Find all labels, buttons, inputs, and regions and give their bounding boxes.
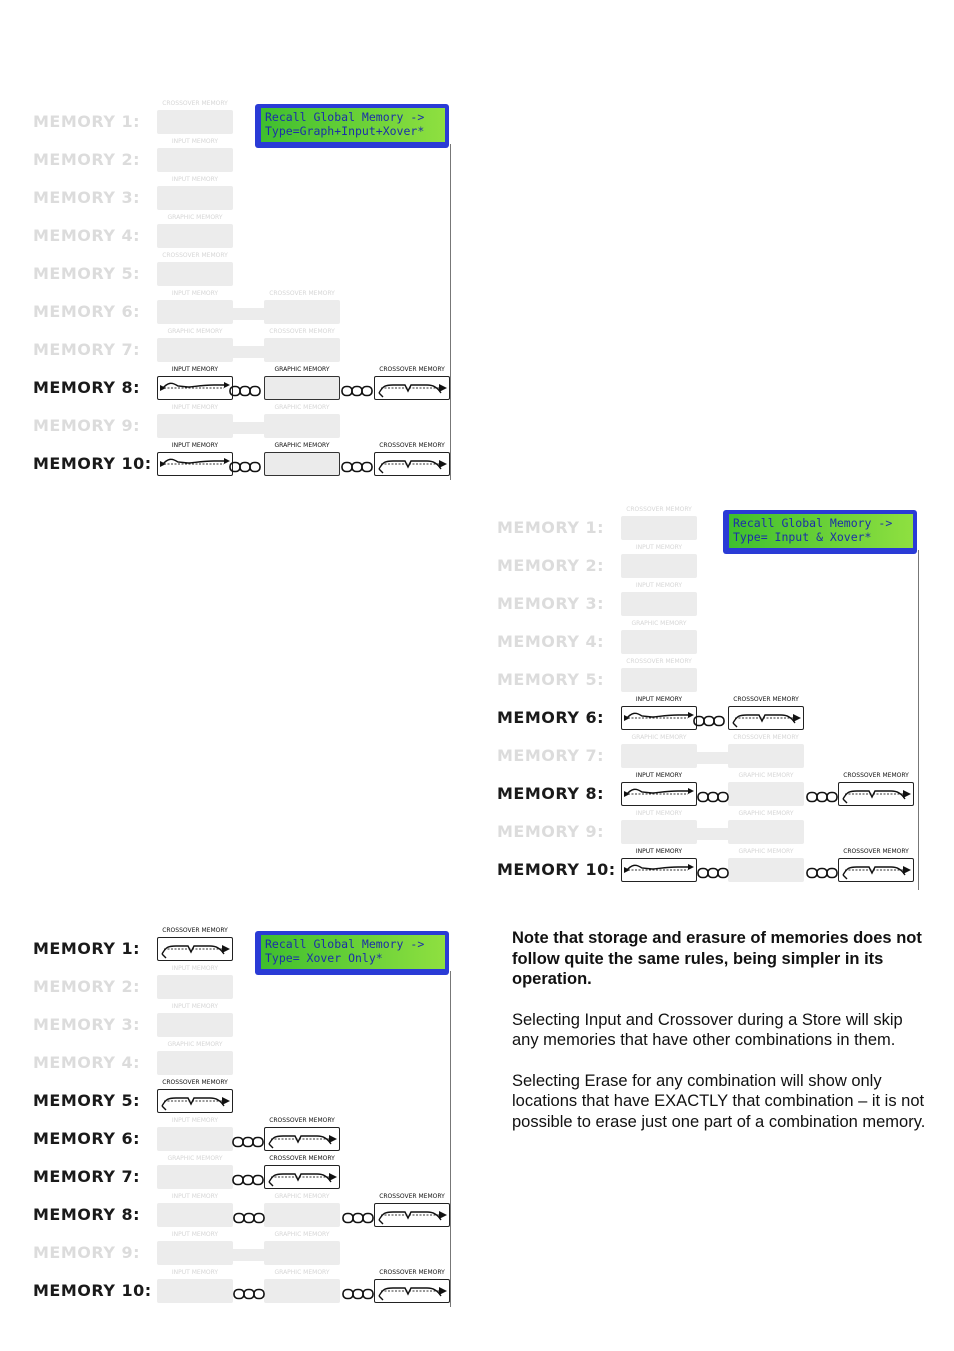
- memory-slot: [621, 848, 697, 882]
- chain-link-icon-svg: [341, 385, 373, 397]
- slot-bridge: [697, 828, 728, 840]
- slot-box: [157, 1279, 233, 1303]
- memory-label: MEMORY 9:: [33, 416, 141, 435]
- slot-box: [728, 782, 804, 806]
- slot-caption: INPUT MEMORY: [171, 404, 219, 411]
- memory-label: MEMORY 8:: [33, 378, 141, 397]
- memory-slot: [621, 734, 697, 768]
- slot-caption: CROSSOVER MEMORY: [733, 734, 799, 741]
- lcd-line1: Recall Global Memory ->: [265, 937, 425, 951]
- memory-slot: [621, 544, 697, 578]
- chain-link-icon-svg: [342, 1212, 374, 1224]
- diagram-edge: [918, 550, 919, 890]
- slot-caption: CROSSOVER MEMORY: [626, 506, 692, 513]
- slot-box: [157, 414, 233, 438]
- crossover-curve-icon: [729, 707, 803, 729]
- memory-slot: [374, 366, 450, 400]
- slot-caption: CROSSOVER MEMORY: [843, 848, 909, 855]
- slot-caption: GRAPHIC MEMORY: [274, 1269, 330, 1276]
- slot-box: [157, 300, 233, 324]
- slot-box: [157, 1127, 233, 1151]
- chain-link-icon: [806, 788, 838, 800]
- memory-slot: [264, 290, 340, 324]
- slot-bridge: [233, 422, 264, 434]
- chain-link-icon: [232, 1171, 264, 1183]
- input-curve-icon: [622, 707, 696, 729]
- crossover-curve-icon: [375, 453, 449, 475]
- diagram-edge: [450, 144, 451, 480]
- slot-bridge: [233, 346, 264, 358]
- slot-caption: INPUT MEMORY: [171, 965, 219, 972]
- slot-caption: GRAPHIC MEMORY: [738, 772, 794, 779]
- slot-caption: GRAPHIC MEMORY: [274, 1193, 330, 1200]
- memory-slot: [621, 696, 697, 730]
- slot-caption: INPUT MEMORY: [171, 1269, 219, 1276]
- memory-label: MEMORY 9:: [497, 822, 605, 841]
- memory-diagram-input-xover: [497, 506, 919, 890]
- slot-caption: INPUT MEMORY: [171, 1193, 219, 1200]
- memory-slot: [157, 328, 233, 362]
- memory-slot: [621, 506, 697, 540]
- memory-slot: [264, 1269, 340, 1303]
- memory-label: MEMORY 7:: [33, 1167, 141, 1186]
- slot-box: [157, 1165, 233, 1189]
- chain-link-icon: [341, 458, 373, 470]
- slot-caption: INPUT MEMORY: [171, 1231, 219, 1238]
- memory-label: MEMORY 8:: [497, 784, 605, 803]
- chain-link-icon-svg: [806, 791, 838, 803]
- memory-label: MEMORY 2:: [33, 977, 141, 996]
- chain-link-icon-svg: [342, 1288, 374, 1300]
- chain-link-icon-svg: [806, 867, 838, 879]
- slot-box: [157, 148, 233, 172]
- chain-link-icon-svg: [232, 1136, 264, 1148]
- crossover-curve-icon: [375, 1204, 449, 1226]
- slot-caption: GRAPHIC MEMORY: [738, 810, 794, 817]
- slot-box: [621, 630, 697, 654]
- chain-link-icon: [229, 458, 261, 470]
- memory-slot: [157, 1193, 233, 1227]
- slot-caption: INPUT MEMORY: [171, 290, 219, 297]
- memory-label: MEMORY 3:: [33, 1015, 141, 1034]
- chain-link-icon: [342, 1209, 374, 1221]
- memory-slot: [621, 810, 697, 844]
- slot-caption: CROSSOVER MEMORY: [269, 290, 335, 297]
- slot-box: [157, 1051, 233, 1075]
- slot-caption: GRAPHIC MEMORY: [631, 620, 687, 627]
- slot-box: [621, 668, 697, 692]
- slot-caption: CROSSOVER MEMORY: [379, 1193, 445, 1200]
- slot-caption: GRAPHIC MEMORY: [274, 442, 330, 449]
- slot-caption: GRAPHIC MEMORY: [738, 848, 794, 855]
- memory-slot: [621, 582, 697, 616]
- slot-caption: INPUT MEMORY: [171, 176, 219, 183]
- memory-label: MEMORY 4:: [33, 1053, 141, 1072]
- memory-slot: [157, 366, 233, 400]
- memory-label: MEMORY 10:: [497, 860, 616, 879]
- chain-link-icon-svg: [341, 461, 373, 473]
- memory-slot: [374, 1193, 450, 1227]
- lcd-screen: [729, 514, 913, 548]
- input-curve-icon: [622, 783, 696, 805]
- memory-slot: [374, 1269, 450, 1303]
- slot-caption: INPUT MEMORY: [635, 696, 683, 703]
- slot-box: [157, 1013, 233, 1037]
- memory-label: MEMORY 4:: [497, 632, 605, 651]
- slot-caption: CROSSOVER MEMORY: [733, 696, 799, 703]
- memory-label: MEMORY 3:: [33, 188, 141, 207]
- slot-box: [728, 744, 804, 768]
- notes-text: [512, 928, 932, 1152]
- memory-label: MEMORY 6:: [497, 708, 605, 727]
- slot-caption: CROSSOVER MEMORY: [162, 927, 228, 934]
- slot-caption: INPUT MEMORY: [635, 582, 683, 589]
- memory-slot: [374, 442, 450, 476]
- memory-slot: [838, 772, 914, 806]
- slot-caption: INPUT MEMORY: [171, 138, 219, 145]
- slot-box: [264, 414, 340, 438]
- slot-box: [264, 376, 340, 400]
- memory-slot: [264, 404, 340, 438]
- chain-link-icon-svg: [229, 385, 261, 397]
- memory-label: MEMORY 5:: [33, 1091, 141, 1110]
- chain-link-icon: [229, 382, 261, 394]
- memory-label: MEMORY 8:: [33, 1205, 141, 1224]
- memory-slot: [264, 1117, 340, 1151]
- slot-caption: CROSSOVER MEMORY: [379, 1269, 445, 1276]
- memory-label: MEMORY 2:: [497, 556, 605, 575]
- memory-label: MEMORY 5:: [497, 670, 605, 689]
- crossover-curve-icon: [839, 783, 913, 805]
- slot-caption: INPUT MEMORY: [635, 772, 683, 779]
- memory-slot: [728, 772, 804, 806]
- slot-caption: CROSSOVER MEMORY: [843, 772, 909, 779]
- memory-slot: [157, 1117, 233, 1151]
- slot-bridge: [233, 1249, 264, 1261]
- memory-slot: [157, 404, 233, 438]
- lcd-screen: [261, 935, 445, 969]
- slot-box: [157, 1203, 233, 1227]
- slot-box: [728, 820, 804, 844]
- lcd-line1: Recall Global Memory ->: [733, 516, 893, 530]
- crossover-curve-icon: [375, 377, 449, 399]
- memory-slot: [157, 1155, 233, 1189]
- memory-slot: [728, 810, 804, 844]
- slot-box: [157, 338, 233, 362]
- slot-box: [264, 1203, 340, 1227]
- chain-link-icon: [697, 864, 729, 876]
- slot-caption: GRAPHIC MEMORY: [167, 214, 223, 221]
- slot-box: [264, 452, 340, 476]
- lcd-line2: Type=Graph+Input+Xover*: [265, 124, 425, 138]
- memory-slot: [157, 442, 233, 476]
- slot-caption: CROSSOVER MEMORY: [162, 100, 228, 107]
- slot-box: [264, 338, 340, 362]
- note-paragraph-1: Note that storage and erasure of memories does not follow quite the same rules, being simpler in its operation.: [512, 929, 922, 988]
- lcd-line1: Recall Global Memory ->: [265, 110, 425, 124]
- memory-slot: [621, 772, 697, 806]
- input-curve-icon: [158, 377, 232, 399]
- memory-label: MEMORY 7:: [497, 746, 605, 765]
- memory-slot: [728, 734, 804, 768]
- lcd-display: [723, 510, 917, 554]
- slot-box: [157, 186, 233, 210]
- memory-slot: [264, 1193, 340, 1227]
- memory-slot: [264, 442, 340, 476]
- slot-caption: GRAPHIC MEMORY: [274, 1231, 330, 1238]
- input-curve-icon: [158, 453, 232, 475]
- slot-box: [264, 300, 340, 324]
- memory-diagram-graph-input-xover: [33, 100, 451, 480]
- slot-box: [157, 110, 233, 134]
- memory-slot: [157, 176, 233, 210]
- slot-caption: INPUT MEMORY: [635, 810, 683, 817]
- memory-slot: [264, 328, 340, 362]
- lcd-display: [255, 931, 449, 975]
- memory-label: MEMORY 1:: [497, 518, 605, 537]
- slot-box: [621, 744, 697, 768]
- chain-link-icon: [342, 1285, 374, 1297]
- memory-diagram-xover-only: [33, 927, 451, 1307]
- memory-label: MEMORY 1:: [33, 112, 141, 131]
- crossover-curve-icon: [158, 938, 232, 960]
- slot-caption: INPUT MEMORY: [635, 544, 683, 551]
- memory-label: MEMORY 5:: [33, 264, 141, 283]
- slot-box: [264, 1279, 340, 1303]
- slot-caption: CROSSOVER MEMORY: [162, 1079, 228, 1086]
- chain-link-icon: [233, 1285, 265, 1297]
- memory-slot: [157, 100, 233, 134]
- slot-box: [621, 554, 697, 578]
- slot-caption: CROSSOVER MEMORY: [626, 658, 692, 665]
- slot-caption: CROSSOVER MEMORY: [162, 252, 228, 259]
- lcd-line2: Type= Input & Xover*: [733, 530, 872, 544]
- memory-slot: [264, 1155, 340, 1189]
- memory-slot: [157, 1231, 233, 1265]
- slot-caption: INPUT MEMORY: [171, 366, 219, 373]
- memory-label: MEMORY 7:: [33, 340, 141, 359]
- slot-caption: CROSSOVER MEMORY: [379, 366, 445, 373]
- slot-caption: CROSSOVER MEMORY: [269, 328, 335, 335]
- memory-slot: [621, 658, 697, 692]
- slot-caption: INPUT MEMORY: [171, 1117, 219, 1124]
- chain-link-icon-svg: [229, 461, 261, 473]
- chain-link-icon-svg: [233, 1212, 265, 1224]
- slot-caption: GRAPHIC MEMORY: [167, 1041, 223, 1048]
- memory-slot: [157, 1079, 233, 1113]
- slot-caption: CROSSOVER MEMORY: [269, 1117, 335, 1124]
- lcd-display: [255, 104, 449, 148]
- chain-link-icon: [693, 712, 725, 724]
- slot-box: [157, 224, 233, 248]
- slot-caption: INPUT MEMORY: [171, 1003, 219, 1010]
- input-curve-icon: [622, 859, 696, 881]
- memory-slot: [264, 366, 340, 400]
- chain-link-icon: [697, 788, 729, 800]
- note-paragraph-3: Selecting Erase for any combination will show only locations that have EXACTLY that combination – it is not possible to erase just one part of a combination memory.: [512, 1071, 926, 1131]
- memory-label: MEMORY 9:: [33, 1243, 141, 1262]
- slot-box: [157, 262, 233, 286]
- memory-label: MEMORY 10:: [33, 1281, 152, 1300]
- note-paragraph-2: Selecting Input and Crossover during a Store will skip any memories that have other combinations in them.: [512, 1010, 903, 1049]
- memory-label: MEMORY 1:: [33, 939, 141, 958]
- slot-box: [621, 592, 697, 616]
- slot-caption: GRAPHIC MEMORY: [167, 1155, 223, 1162]
- memory-label: MEMORY 2:: [33, 150, 141, 169]
- memory-slot: [621, 620, 697, 654]
- chain-link-icon-svg: [233, 1288, 265, 1300]
- slot-box: [621, 820, 697, 844]
- chain-link-icon-svg: [697, 791, 729, 803]
- slot-box: [157, 975, 233, 999]
- memory-label: MEMORY 4:: [33, 226, 141, 245]
- crossover-curve-icon: [158, 1090, 232, 1112]
- lcd-line2: Type= Xover Only*: [265, 951, 383, 965]
- slot-box: [728, 858, 804, 882]
- chain-link-icon-svg: [232, 1174, 264, 1186]
- slot-box: [157, 1241, 233, 1265]
- memory-slot: [157, 927, 233, 961]
- slot-bridge: [697, 752, 728, 764]
- memory-label: MEMORY 3:: [497, 594, 605, 613]
- memory-slot: [728, 696, 804, 730]
- slot-caption: GRAPHIC MEMORY: [631, 734, 687, 741]
- memory-slot: [157, 290, 233, 324]
- chain-link-icon-svg: [693, 715, 725, 727]
- slot-caption: CROSSOVER MEMORY: [379, 442, 445, 449]
- slot-bridge: [233, 308, 264, 320]
- memory-slot: [157, 214, 233, 248]
- slot-caption: INPUT MEMORY: [171, 442, 219, 449]
- diagram-edge: [450, 971, 451, 1307]
- slot-caption: CROSSOVER MEMORY: [269, 1155, 335, 1162]
- slot-box: [621, 516, 697, 540]
- slot-caption: INPUT MEMORY: [635, 848, 683, 855]
- memory-slot: [157, 1041, 233, 1075]
- slot-caption: GRAPHIC MEMORY: [274, 404, 330, 411]
- chain-link-icon: [341, 382, 373, 394]
- chain-link-icon: [232, 1133, 264, 1145]
- lcd-screen: [261, 108, 445, 142]
- memory-slot: [157, 1003, 233, 1037]
- memory-slot: [157, 1269, 233, 1303]
- memory-label: MEMORY 6:: [33, 1129, 141, 1148]
- crossover-curve-icon: [265, 1128, 339, 1150]
- memory-label: MEMORY 10:: [33, 454, 152, 473]
- memory-slot: [838, 848, 914, 882]
- slot-box: [264, 1241, 340, 1265]
- memory-slot: [264, 1231, 340, 1265]
- crossover-curve-icon: [375, 1280, 449, 1302]
- chain-link-icon: [233, 1209, 265, 1221]
- memory-label: MEMORY 6:: [33, 302, 141, 321]
- chain-link-icon-svg: [697, 867, 729, 879]
- memory-slot: [728, 848, 804, 882]
- chain-link-icon: [806, 864, 838, 876]
- memory-slot: [157, 252, 233, 286]
- slot-caption: GRAPHIC MEMORY: [167, 328, 223, 335]
- crossover-curve-icon: [265, 1166, 339, 1188]
- memory-slot: [157, 138, 233, 172]
- memory-slot: [157, 965, 233, 999]
- slot-caption: GRAPHIC MEMORY: [274, 366, 330, 373]
- crossover-curve-icon: [839, 859, 913, 881]
